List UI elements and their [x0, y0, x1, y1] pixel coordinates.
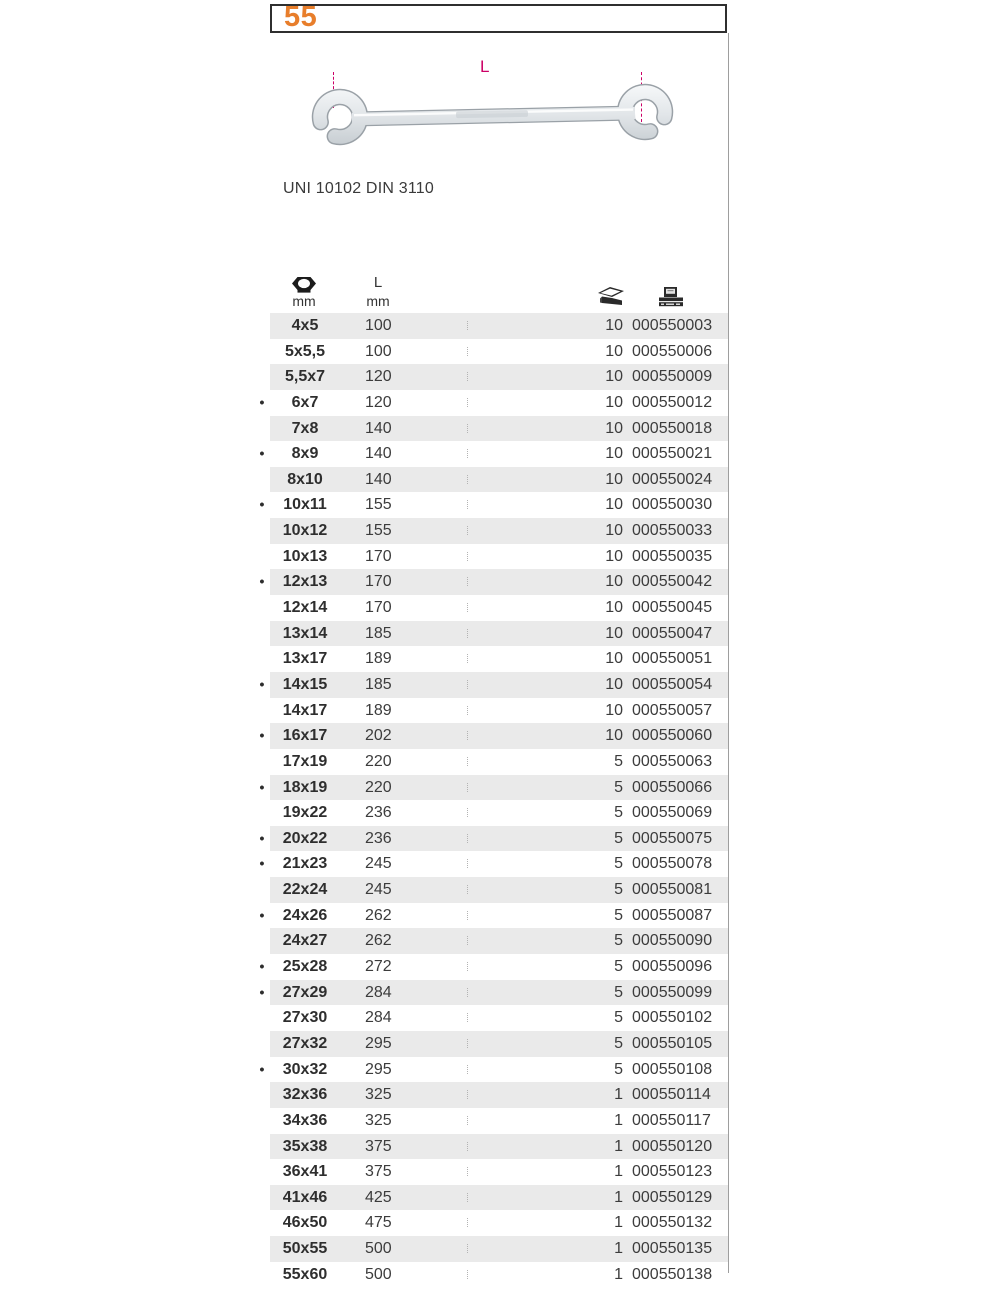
- row-code: 000550054: [632, 675, 713, 693]
- row-separator-tick: [467, 1142, 468, 1151]
- table-row: [259, 1057, 728, 1083]
- row-code: 000550099: [632, 983, 713, 1001]
- table-row: [270, 313, 728, 339]
- row-separator-tick: [467, 1193, 468, 1202]
- table-row: [259, 723, 728, 749]
- table-row: [270, 928, 728, 954]
- row-separator-tick: [467, 808, 468, 817]
- row-separator-tick: [467, 398, 468, 407]
- row-code: 000550051: [632, 650, 713, 668]
- row-code: 000550018: [632, 419, 713, 437]
- row-pack-qty: 10: [605, 496, 623, 514]
- row-size: 8x10: [287, 470, 323, 488]
- row-pack-qty: 10: [605, 650, 623, 668]
- row-size: 27x32: [282, 1034, 328, 1052]
- row-size: 19x22: [282, 804, 328, 822]
- row-separator-tick: [467, 1039, 468, 1048]
- length-unit-label: mm: [366, 293, 390, 309]
- row-length: 295: [365, 1034, 392, 1052]
- row-marker-dot: •: [259, 829, 265, 846]
- row-code: 000550075: [632, 829, 713, 847]
- row-pack-qty: 5: [614, 906, 623, 924]
- row-marker-dot: •: [259, 906, 265, 923]
- row-size: 46x50: [282, 1214, 328, 1232]
- row-separator-tick: [467, 783, 468, 792]
- size-unit-label: mm: [292, 293, 316, 309]
- row-separator-tick: [467, 885, 468, 894]
- row-length: 245: [365, 881, 392, 899]
- row-length: 475: [365, 1214, 392, 1232]
- row-size: 14x15: [282, 675, 328, 693]
- row-length: 325: [365, 1111, 392, 1129]
- row-size: 34x36: [282, 1111, 328, 1129]
- row-separator-tick: [467, 988, 468, 997]
- row-separator-tick: [467, 680, 468, 689]
- row-size: 13x14: [282, 624, 328, 642]
- row-separator-tick: [467, 1116, 468, 1125]
- row-pack-qty: 5: [614, 804, 623, 822]
- row-size: 6x7: [291, 393, 319, 411]
- row-length: 272: [365, 958, 392, 976]
- row-size: 5,5x7: [284, 368, 326, 386]
- row-separator-tick: [467, 1090, 468, 1099]
- row-size: 4x5: [291, 317, 319, 334]
- row-code: 000550060: [632, 727, 713, 745]
- row-length: 236: [365, 804, 392, 822]
- row-size: 24x27: [282, 932, 328, 950]
- page-margin-rule: [728, 33, 729, 1273]
- row-size: 8x9: [291, 445, 319, 463]
- table-row: [270, 595, 728, 621]
- row-code: 000550045: [632, 599, 713, 617]
- row-code: 000550087: [632, 906, 713, 924]
- table-row: [259, 954, 728, 980]
- spec-table-body: [259, 313, 728, 1287]
- row-separator-tick: [467, 757, 468, 766]
- row-size: 12x14: [282, 599, 328, 617]
- row-separator-tick: [467, 1167, 468, 1176]
- row-code: 000550057: [632, 701, 713, 719]
- row-separator-tick: [467, 936, 468, 945]
- row-pack-qty: 5: [614, 778, 623, 796]
- standards-text: UNI 10102 DIN 3110: [283, 180, 434, 197]
- row-code: 000550102: [632, 1009, 713, 1027]
- table-row: [259, 441, 728, 467]
- row-code: 000550035: [632, 547, 713, 565]
- row-separator-tick: [467, 347, 468, 356]
- row-separator-tick: [467, 526, 468, 535]
- row-size: 5x5,5: [284, 342, 326, 360]
- row-marker-dot: •: [259, 855, 265, 872]
- row-length: 120: [365, 393, 392, 411]
- table-row: [270, 800, 728, 826]
- product-code-icon: [656, 287, 686, 307]
- row-separator-tick: [467, 449, 468, 458]
- row-marker-dot: •: [259, 727, 265, 744]
- row-pack-qty: 10: [605, 317, 623, 334]
- table-row: [270, 621, 728, 647]
- row-pack-qty: 5: [614, 1009, 623, 1027]
- row-code: 000550090: [632, 932, 713, 950]
- row-pack-qty: 10: [605, 393, 623, 411]
- table-row: [270, 416, 728, 442]
- length-column-label: L: [373, 274, 383, 291]
- row-separator-tick: [467, 1244, 468, 1253]
- row-separator-tick: [467, 424, 468, 433]
- row-separator-tick: [467, 1013, 468, 1022]
- row-pack-qty: 10: [605, 419, 623, 437]
- row-size: 7x8: [291, 419, 319, 437]
- row-code: 000550123: [632, 1163, 713, 1181]
- table-row: [270, 1185, 728, 1211]
- row-length: 500: [365, 1240, 392, 1258]
- row-size: 35x38: [282, 1137, 328, 1155]
- row-pack-qty: 10: [605, 470, 623, 488]
- table-row: [270, 1108, 728, 1134]
- row-separator-tick: [467, 859, 468, 868]
- row-pack-qty: 5: [614, 932, 623, 950]
- table-row: [259, 851, 728, 877]
- row-separator-tick: [467, 962, 468, 971]
- row-length: 202: [365, 727, 392, 745]
- table-row: [259, 775, 728, 801]
- row-pack-qty: 10: [605, 573, 623, 591]
- table-row: [270, 544, 728, 570]
- row-marker-dot: •: [259, 675, 265, 692]
- row-separator-tick: [467, 706, 468, 715]
- row-pack-qty: 5: [614, 881, 623, 899]
- row-length: 170: [365, 573, 392, 591]
- row-size: 10x13: [282, 547, 328, 565]
- row-code: 000550030: [632, 496, 713, 514]
- row-length: 220: [365, 752, 392, 770]
- row-length: 185: [365, 624, 392, 642]
- row-pack-qty: 5: [614, 829, 623, 847]
- row-code: 000550117: [632, 1111, 711, 1129]
- row-length: 155: [365, 496, 392, 514]
- row-code: 000550024: [632, 470, 713, 488]
- row-size: 18x19: [282, 778, 328, 796]
- table-row: [270, 467, 728, 493]
- row-pack-qty: 1: [614, 1240, 623, 1258]
- table-row: [270, 1159, 728, 1185]
- table-row: [270, 1082, 728, 1108]
- row-code: 000550069: [632, 804, 713, 822]
- row-separator-tick: [467, 577, 468, 586]
- row-size: 13x17: [282, 650, 328, 668]
- row-separator-tick: [467, 911, 468, 920]
- row-separator-tick: [467, 1270, 468, 1279]
- row-pack-qty: 1: [614, 1214, 623, 1232]
- row-pack-qty: 10: [605, 522, 623, 540]
- table-row: [270, 1262, 728, 1288]
- table-row: [270, 1134, 728, 1160]
- row-separator-tick: [467, 475, 468, 484]
- row-marker-dot: •: [259, 778, 265, 795]
- row-length: 140: [365, 470, 392, 488]
- row-length: 220: [365, 778, 392, 796]
- row-size: 27x29: [282, 983, 328, 1001]
- row-separator-tick: [467, 372, 468, 381]
- row-size: 16x17: [282, 727, 328, 745]
- row-code: 000550078: [632, 855, 713, 873]
- wrench-image: [308, 62, 678, 172]
- table-row: [259, 390, 728, 416]
- model-header-box: [270, 1, 727, 33]
- row-size: 22x24: [282, 881, 328, 899]
- row-length: 325: [365, 1086, 392, 1104]
- row-pack-qty: 5: [614, 983, 623, 1001]
- row-length: 245: [365, 855, 392, 873]
- row-size: 55x60: [282, 1265, 328, 1283]
- table-row: [270, 1031, 728, 1057]
- row-code: 000550114: [632, 1086, 711, 1104]
- row-separator-tick: [467, 1065, 468, 1074]
- row-size: 36x41: [282, 1163, 328, 1181]
- row-code: 000550081: [632, 881, 713, 899]
- row-length: 100: [365, 342, 392, 360]
- row-length: 295: [365, 1060, 392, 1078]
- row-pack-qty: 10: [605, 599, 623, 617]
- row-code: 000550108: [632, 1060, 713, 1078]
- row-length: 120: [365, 368, 392, 386]
- row-length: 284: [365, 983, 392, 1001]
- table-row: [259, 492, 728, 518]
- row-pack-qty: 10: [605, 727, 623, 745]
- row-separator-tick: [467, 603, 468, 612]
- row-size: 27x30: [282, 1009, 328, 1027]
- row-code: 000550009: [632, 368, 713, 386]
- row-code: 000550033: [632, 522, 713, 540]
- row-size: 17x19: [282, 752, 328, 770]
- row-length: 262: [365, 906, 392, 924]
- table-row: [259, 980, 728, 1006]
- row-code: 000550021: [632, 445, 713, 463]
- row-separator-tick: [467, 654, 468, 663]
- table-row: [259, 903, 728, 929]
- table-row: [270, 518, 728, 544]
- row-pack-qty: 1: [614, 1111, 623, 1129]
- package-icon: [596, 285, 626, 307]
- table-row: [270, 646, 728, 672]
- row-length: 375: [365, 1137, 392, 1155]
- table-row: [270, 364, 728, 390]
- row-code: 000550129: [632, 1188, 713, 1206]
- row-pack-qty: 10: [605, 445, 623, 463]
- table-row: [259, 672, 728, 698]
- row-separator-tick: [467, 552, 468, 561]
- row-marker-dot: •: [259, 983, 265, 1000]
- row-code: 000550012: [632, 393, 713, 411]
- row-length: 236: [365, 829, 392, 847]
- row-code: 000550132: [632, 1214, 713, 1232]
- row-length: 425: [365, 1188, 392, 1206]
- row-separator-tick: [467, 731, 468, 740]
- row-size: 25x28: [282, 958, 328, 976]
- row-marker-dot: •: [259, 573, 265, 590]
- dimension-label: L: [480, 57, 490, 76]
- row-size: 30x32: [282, 1060, 328, 1078]
- row-length: 140: [365, 419, 392, 437]
- row-pack-qty: 1: [614, 1163, 623, 1181]
- row-pack-qty: 5: [614, 958, 623, 976]
- row-length: 185: [365, 675, 392, 693]
- model-number: 55: [284, 1, 318, 33]
- row-size: 24x26: [282, 906, 328, 924]
- row-pack-qty: 5: [614, 855, 623, 873]
- row-pack-qty: 10: [605, 624, 623, 642]
- table-row: [270, 1210, 728, 1236]
- row-length: 170: [365, 547, 392, 565]
- row-size: 14x17: [282, 701, 328, 719]
- row-size: 21x23: [282, 855, 328, 873]
- table-row: [270, 1005, 728, 1031]
- row-code: 000550066: [632, 778, 713, 796]
- row-size: 10x12: [282, 522, 328, 540]
- table-row: [259, 826, 728, 852]
- row-pack-qty: 10: [605, 547, 623, 565]
- row-length: 140: [365, 445, 392, 463]
- table-row: [270, 1236, 728, 1262]
- row-separator-tick: [467, 321, 468, 330]
- row-code: 000550096: [632, 958, 713, 976]
- row-length: 100: [365, 317, 392, 334]
- row-marker-dot: •: [259, 393, 265, 410]
- row-code: 000550003: [632, 317, 713, 334]
- hex-nut-icon: [291, 276, 317, 294]
- row-marker-dot: •: [259, 496, 265, 513]
- row-pack-qty: 10: [605, 701, 623, 719]
- row-code: 000550135: [632, 1240, 713, 1258]
- row-code: 000550047: [632, 624, 713, 642]
- row-length: 189: [365, 650, 392, 668]
- row-size: 50x55: [282, 1240, 328, 1258]
- row-size: 12x13: [282, 573, 328, 591]
- table-row: [259, 569, 728, 595]
- row-length: 189: [365, 701, 392, 719]
- row-length: 155: [365, 522, 392, 540]
- row-marker-dot: •: [259, 958, 265, 975]
- row-size: 32x36: [282, 1086, 328, 1104]
- row-size: 20x22: [282, 829, 328, 847]
- row-pack-qty: 1: [614, 1188, 623, 1206]
- table-row: [270, 698, 728, 724]
- row-pack-qty: 5: [614, 752, 623, 770]
- row-length: 262: [365, 932, 392, 950]
- row-pack-qty: 10: [605, 368, 623, 386]
- row-pack-qty: 1: [614, 1086, 623, 1104]
- row-code: 000550120: [632, 1137, 713, 1155]
- row-separator-tick: [467, 500, 468, 509]
- row-separator-tick: [467, 1218, 468, 1227]
- table-row: [270, 749, 728, 775]
- row-separator-tick: [467, 629, 468, 638]
- row-pack-qty: 5: [614, 1034, 623, 1052]
- row-size: 10x11: [283, 496, 327, 514]
- table-row: [270, 877, 728, 903]
- row-pack-qty: 10: [605, 342, 623, 360]
- row-length: 284: [365, 1009, 392, 1027]
- row-pack-qty: 1: [614, 1137, 623, 1155]
- row-marker-dot: •: [259, 445, 265, 462]
- row-separator-tick: [467, 834, 468, 843]
- row-pack-qty: 1: [614, 1265, 623, 1283]
- row-size: 41x46: [282, 1188, 328, 1206]
- row-code: 000550042: [632, 573, 713, 591]
- row-length: 170: [365, 599, 392, 617]
- row-pack-qty: 10: [605, 675, 623, 693]
- row-length: 500: [365, 1265, 392, 1283]
- row-pack-qty: 5: [614, 1060, 623, 1078]
- row-code: 000550105: [632, 1034, 713, 1052]
- table-row: [270, 339, 728, 365]
- row-marker-dot: •: [259, 1060, 265, 1077]
- row-length: 375: [365, 1163, 392, 1181]
- row-code: 000550063: [632, 752, 713, 770]
- row-code: 000550138: [632, 1265, 713, 1283]
- row-code: 000550006: [632, 342, 713, 360]
